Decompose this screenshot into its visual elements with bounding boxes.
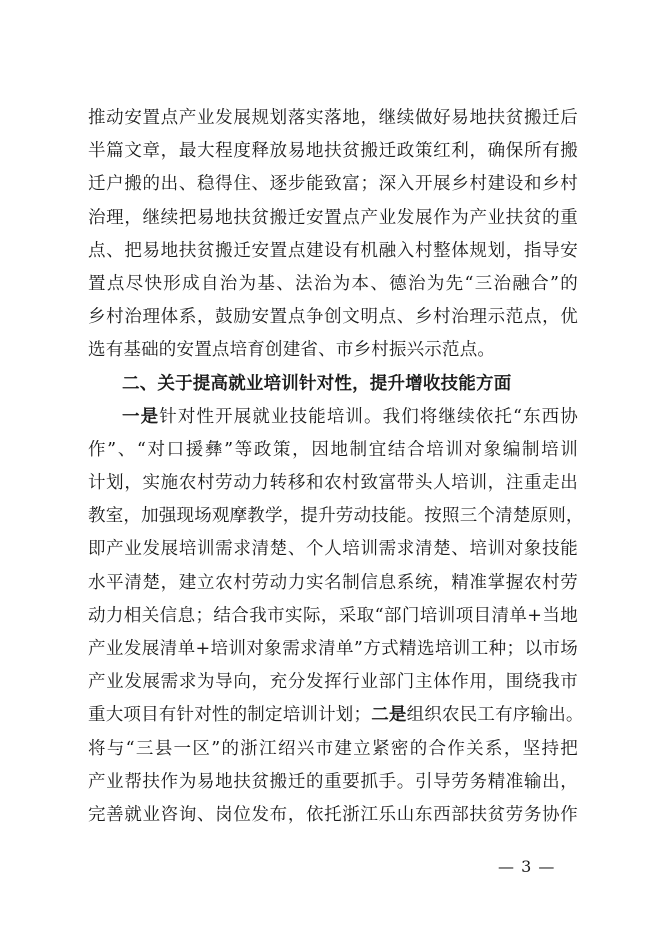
text-line: 迁户搬的出、稳得住、逐步能致富；深入开展乡村建设和乡村 bbox=[88, 174, 578, 195]
page-number: — 3 — bbox=[498, 857, 556, 876]
text-line: 即产业发展培训需求清楚、个人培训需求清楚、培训对象技能 bbox=[88, 539, 578, 560]
text-line: 点、把易地扶贫搬迁安置点建设有机融入村整体规划，指导安 bbox=[88, 240, 578, 261]
section-heading: 二、关于提高就业培训针对性，提升增收技能方面 bbox=[122, 373, 512, 394]
text-line: 完善就业咨询、岗位发布，依托浙江乐山东西部扶贫劳务协作 bbox=[88, 804, 578, 825]
text-line: 作”、“对口援彝”等政策，因地制宜结合培训对象编制培训 bbox=[88, 439, 578, 460]
text-line: 水平清楚，建立农村劳动力实名制信息系统，精准掌握农村劳 bbox=[88, 572, 578, 593]
text-line: 产业发展清单+培训对象需求清单”方式精选培训工种；以市场 bbox=[88, 639, 578, 659]
text-line: 选有基础的安置点培育创建省、市乡村振兴示范点。 bbox=[88, 340, 496, 361]
text-line: 产业发展需求为导向，充分发挥行业部门主体作用，围绕我市 bbox=[88, 672, 578, 693]
body-text bbox=[88, 102, 584, 832]
text-line: 治理，继续把易地扶贫搬迁安置点产业发展作为产业扶贫的重 bbox=[88, 207, 578, 228]
text-line: 半篇文章，最大程度释放易地扶贫搬迁政策红利，确保所有搬 bbox=[88, 141, 578, 162]
text-line: 将与“三县一区”的浙江绍兴市建立紧密的合作关系，坚持把 bbox=[88, 738, 578, 759]
text-line: 置点尽快形成自治为基、法治为本、德治为先“三治融合”的 bbox=[88, 273, 578, 294]
text-line: 乡村治理体系，鼓励安置点争创文明点、乡村治理示范点，优 bbox=[88, 307, 578, 328]
text-span: 重大项目有针对性的制定培训计划； bbox=[88, 705, 372, 726]
text-line: 教室，加强现场观摩教学，提升劳动技能。按照三个清楚原则， bbox=[88, 506, 584, 527]
text-line: 计划，实施农村劳动力转移和农村致富带头人培训，注重走出 bbox=[88, 473, 578, 494]
text-span: 针对性开展就业技能培训。我们将继续依托“东西协 bbox=[159, 406, 579, 427]
emphasis-text: 一是 bbox=[122, 406, 160, 427]
text-line: 推动安置点产业发展规划落实落地，继续做好易地扶贫搬迁后 bbox=[88, 108, 578, 128]
text-line bbox=[88, 401, 578, 434]
text-line: 动力相关信息；结合我市实际，采取“部门培训项目清单+当地 bbox=[88, 605, 578, 626]
emphasis-text: 二是 bbox=[371, 705, 407, 726]
text-line: 产业帮扶作为易地扶贫搬迁的重要抓手。引导劳务精准输出， bbox=[88, 771, 578, 792]
text-span: 组织农民工有序输出。 bbox=[406, 705, 584, 726]
text-line bbox=[88, 699, 584, 732]
